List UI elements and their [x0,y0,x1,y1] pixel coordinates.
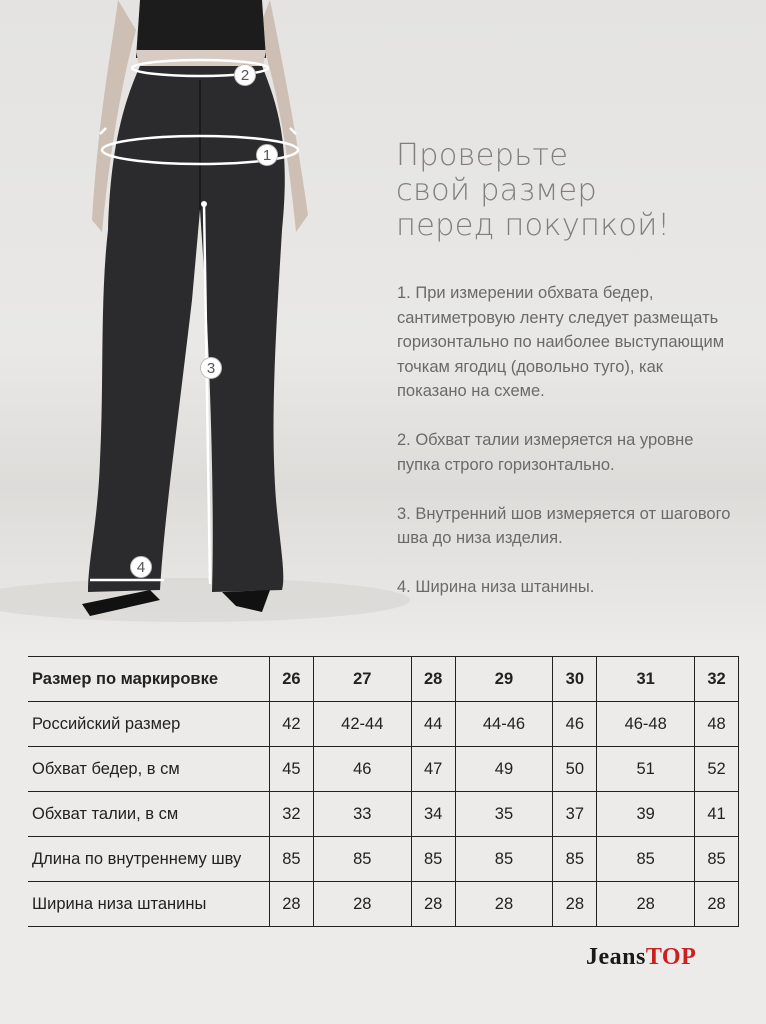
table-cell: 39 [597,792,695,837]
table-row [28,837,739,882]
table-cell: 50 [553,747,597,792]
headline-line: Проверьте [396,138,569,173]
table-cell: 85 [553,837,597,882]
table-row [28,882,739,927]
table-cell: 35 [455,792,553,837]
table-cell: 85 [411,837,455,882]
instruction-hips: 1. При измерении обхвата бедер, сантиметровую ленту следует размещать горизонтально по наиболее выступающим точкам ягодиц (довольно туго), как показано на схеме. [397,284,725,400]
table-cell: 28 [313,882,411,927]
table-row [28,747,739,792]
table-cell: 33 [313,792,411,837]
table-cell: Обхват бедер, в см [28,747,270,792]
table-row [28,702,739,747]
table-header-cell: 30 [553,657,597,702]
brand-logo-part1: Jeans [586,944,646,970]
headline-line: свой размер [396,173,597,208]
table-cell: Обхват талии, в см [28,792,270,837]
table-cell: Российский размер [28,702,270,747]
table-cell: 28 [455,882,553,927]
table-cell: 34 [411,792,455,837]
instruction-inseam: 3. Внутренний шов измеряется от шагового шва до низа изделия. [397,504,731,547]
marker-waist: 2 [234,64,256,86]
marker-hem: 4 [130,556,152,578]
table-header-cell: 26 [270,657,314,702]
instruction-hem: 4. Ширина низа штанины. [397,578,595,596]
table-header-cell: 29 [455,657,553,702]
table-cell: 85 [270,837,314,882]
table-cell: 48 [695,702,739,747]
table-header-cell: Размер по маркировке [28,657,270,702]
table-cell: 85 [313,837,411,882]
headline-line: перед покупкой! [396,208,670,243]
table-cell: 45 [270,747,314,792]
marker-hips: 1 [256,144,278,166]
table-cell: 37 [553,792,597,837]
table-cell: 49 [455,747,553,792]
table-cell: 28 [695,882,739,927]
table-cell: 85 [695,837,739,882]
instruction-waist: 2. Обхват талии измеряется на уровне пупка строго горизонтально. [397,431,694,474]
table-cell: 85 [455,837,553,882]
table-cell: 85 [597,837,695,882]
table-cell: 44 [411,702,455,747]
table-cell: 28 [270,882,314,927]
table-cell: 42 [270,702,314,747]
table-cell: Длина по внутреннему шву [28,837,270,882]
brand-logo [586,944,696,971]
table-cell: 46 [553,702,597,747]
table-cell: 41 [695,792,739,837]
table-cell: 28 [553,882,597,927]
table-header-cell: 32 [695,657,739,702]
table-cell: 32 [270,792,314,837]
table-cell: 46-48 [597,702,695,747]
measurement-instructions [397,281,737,624]
table-cell: 42-44 [313,702,411,747]
table-header-cell: 31 [597,657,695,702]
table-header-cell: 27 [313,657,411,702]
table-header-row [28,657,739,702]
table-cell: 44-46 [455,702,553,747]
table-cell: Ширина низа штанины [28,882,270,927]
crop-top [136,0,266,58]
brand-logo-part2: TOP [645,944,697,970]
jeans [88,66,285,592]
headline [396,138,736,243]
table-header-cell: 28 [411,657,455,702]
table-cell: 46 [313,747,411,792]
table-cell: 28 [597,882,695,927]
marker-inseam: 3 [200,357,222,379]
size-table [28,656,739,927]
table-cell: 28 [411,882,455,927]
table-cell: 51 [597,747,695,792]
table-cell: 52 [695,747,739,792]
table-cell: 47 [411,747,455,792]
table-row [28,792,739,837]
